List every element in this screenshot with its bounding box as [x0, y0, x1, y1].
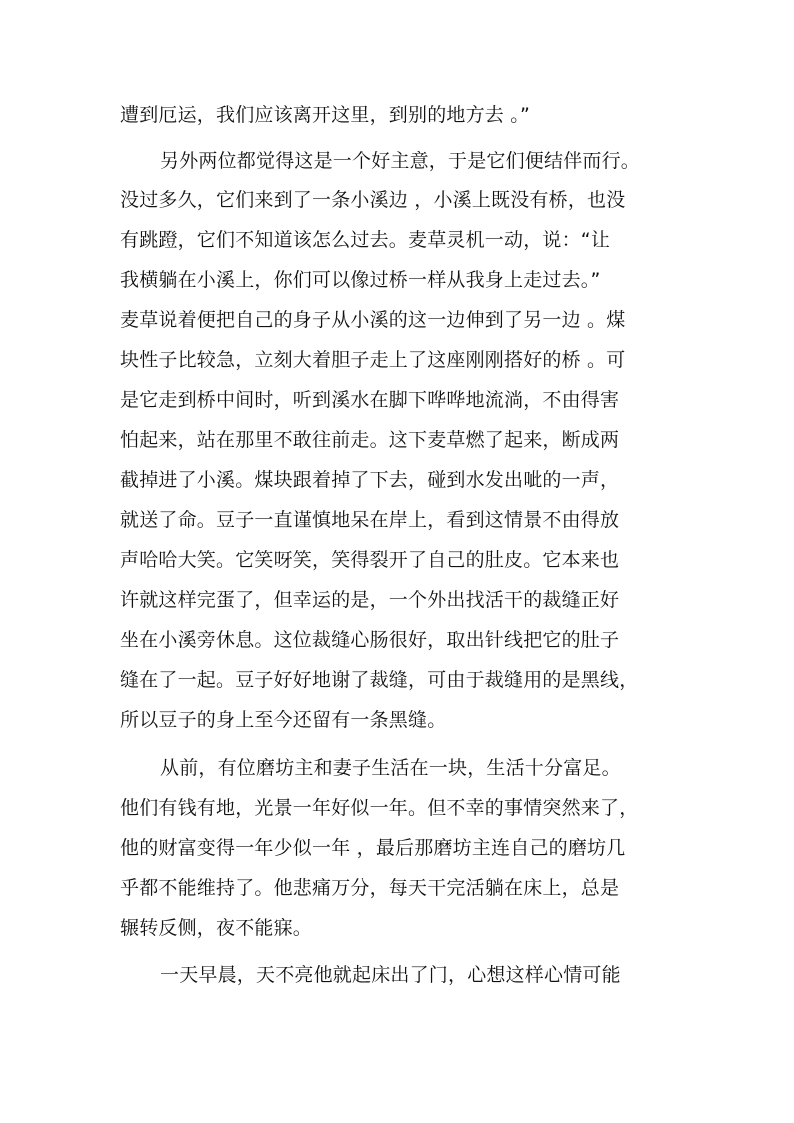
paragraph-2-line-5: 辗转反侧，夜不能寐。 — [120, 917, 313, 939]
paragraph-2-line-1: 从前，有位磨坊主和妻子生活在一块，生活十分富足。 — [160, 757, 621, 779]
paragraph-1-line-6: 块性子比较急，立刻大着胆子走上了这座刚刚搭好的桥 。可 — [120, 349, 626, 371]
paragraph-1-line-2: 没过多久，它们来到了一条小溪边 ，小溪上既没有桥，也没 — [120, 189, 626, 211]
paragraph-1-line-7: 是它走到桥中间时，听到溪水在脚下哗哗地流淌，不由得害 — [120, 389, 620, 411]
paragraph-2-line-3: 他的财富变得一年少似一年 ，最后那磨坊主连自己的磨坊几 — [120, 837, 626, 859]
paragraph-1-line-1: 另外两位都觉得这是一个好主意，于是它们便结伴而行。 — [160, 150, 641, 172]
text-line-1: 遭到厄运，我们应该离开这里，到别的地方去 。” — [120, 104, 530, 126]
paragraph-3-line-1: 一天早晨，天不亮他就起床出了门，心想这样心情可能 — [160, 964, 621, 986]
paragraph-2-line-2: 他们有钱有地，光景一年好似一年。但不幸的事情突然来了， — [120, 797, 639, 819]
paragraph-1-line-14: 缝在了一起。豆子好好地谢了裁缝，可由于裁缝用的是黑线， — [120, 669, 639, 691]
paragraph-1-line-9: 截掉进了小溪。煤块跟着掉了下去，碰到水发出呲的一声， — [120, 469, 620, 491]
paragraph-1-line-13: 坐在小溪旁休息。这位裁缝心肠很好，取出针线把它的肚子 — [120, 629, 620, 651]
paragraph-1-line-11: 声哈哈大笑。它笑呀笑，笑得裂开了自己的肚皮。它本来也 — [120, 549, 620, 571]
paragraph-1-line-3: 有跳蹬，它们不知道该怎么过去。麦草灵机一动，说：“让 — [120, 229, 611, 251]
paragraph-1-line-12: 许就这样完蛋了，但幸运的是，一个外出找活干的裁缝正好 — [120, 589, 620, 611]
paragraph-1-line-10: 就送了命。豆子一直谨慎地呆在岸上，看到这情景不由得放 — [120, 509, 620, 531]
paragraph-1-line-8: 怕起来，站在那里不敢往前走。这下麦草燃了起来，断成两 — [120, 429, 620, 451]
paragraph-2-line-4: 乎都不能维持了。他悲痛万分，每天干完活躺在床上，总是 — [120, 877, 620, 899]
paragraph-1-line-5: 麦草说着便把自己的身子从小溪的这一边伸到了另一边 。煤 — [120, 309, 626, 331]
paragraph-1-line-15: 所以豆子的身上至今还留有一条黑缝。 — [120, 709, 447, 731]
paragraph-1-line-4: 我横躺在小溪上，你们可以像过桥一样从我身上走过去。” — [120, 269, 601, 291]
